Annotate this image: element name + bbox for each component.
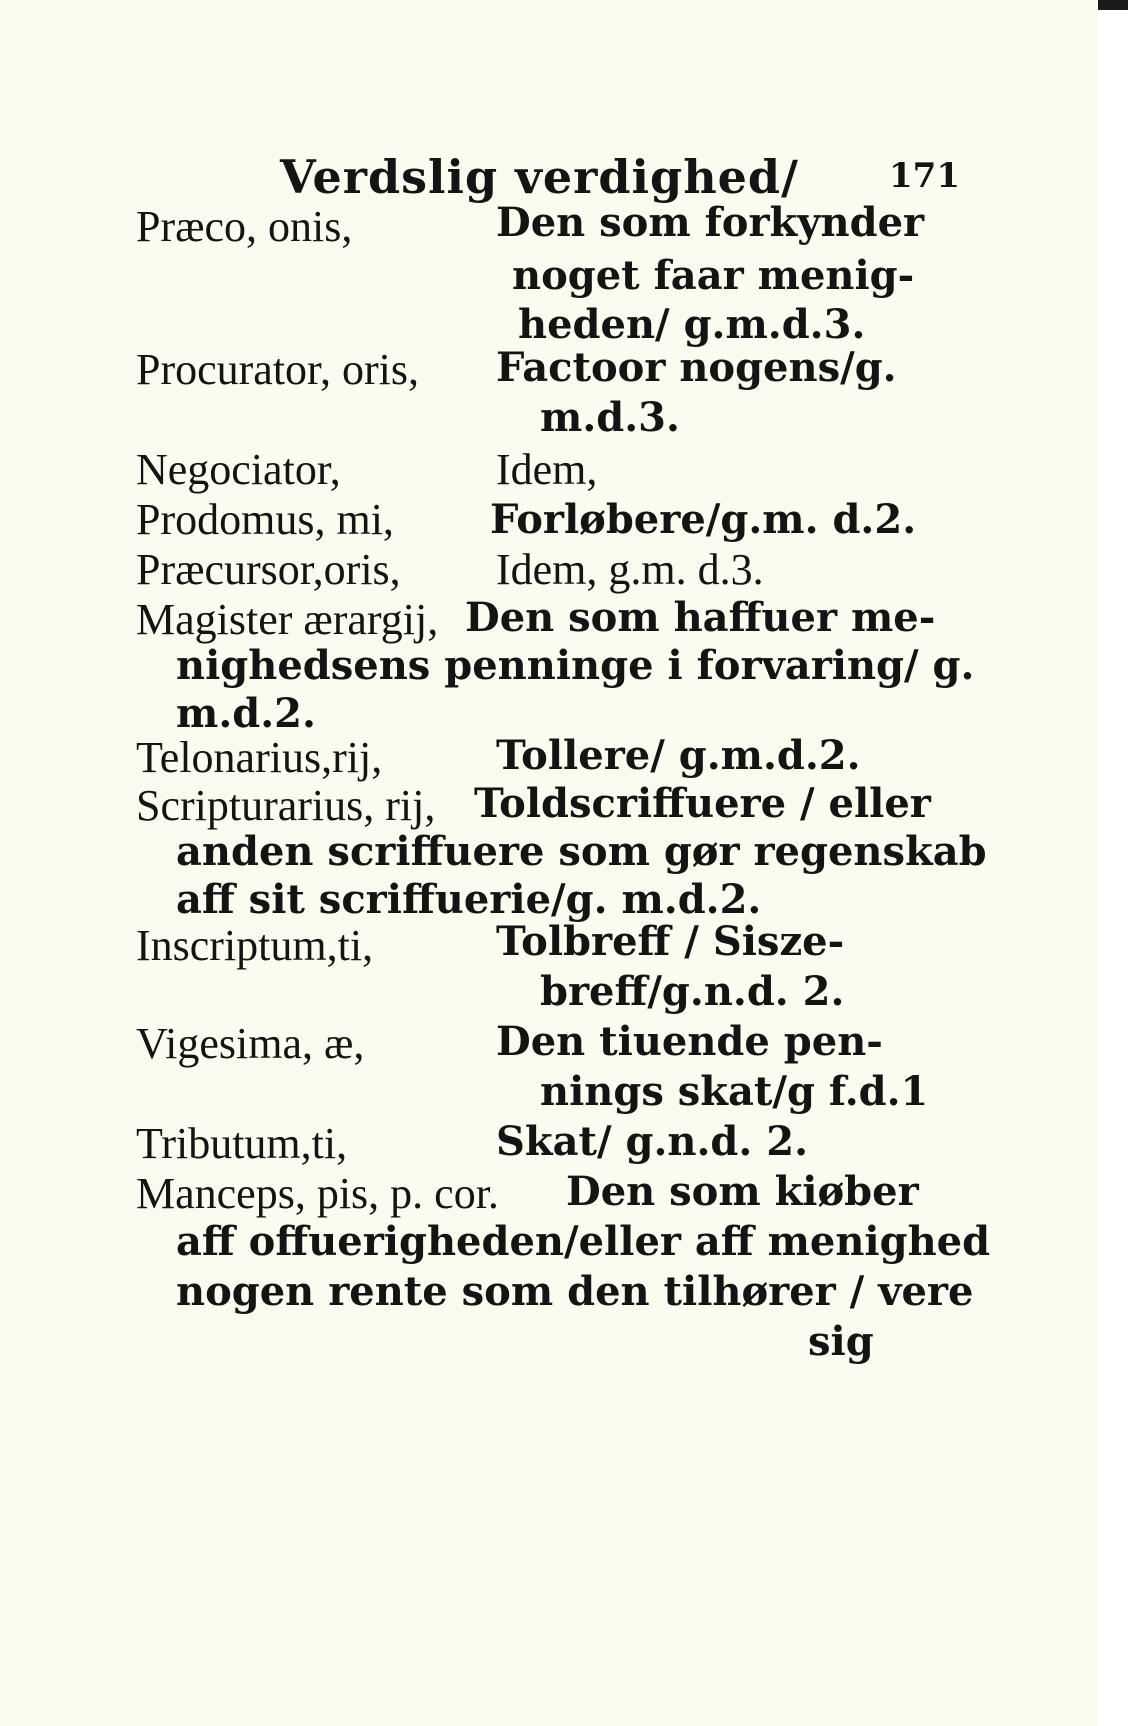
entry-gloss: Den som haffuer me- [465, 594, 936, 641]
entry-gloss-cont: nogen rente som den tilhører / vere [176, 1268, 974, 1315]
entry-latin: Præcursor,oris, [136, 545, 401, 594]
entry-latin: Inscriptum,ti, [136, 921, 374, 970]
scan-margin [1098, 0, 1128, 1726]
entry-gloss: Tollere/ g.m.d.2. [496, 732, 861, 779]
entry-gloss: Skat/ g.n.d. 2. [496, 1118, 809, 1165]
entry-gloss-cont: m.d.2. [176, 690, 316, 737]
entry-gloss-cont: heden/ g.m.d.3. [518, 301, 866, 348]
entry-gloss: Idem, [496, 445, 598, 494]
entry-gloss-cont: noget faar menig- [512, 252, 915, 299]
entry-latin: Vigesima, æ, [136, 1019, 365, 1068]
entry-latin: Scripturarius, rij, [136, 781, 436, 830]
entry-gloss: Idem, g.m. d.3. [496, 545, 764, 594]
entry-gloss-cont: nings skat/g f.d.1 [540, 1068, 929, 1115]
entry-latin: Telonarius,rij, [136, 733, 383, 782]
entry-gloss: Den tiuende pen- [496, 1018, 883, 1065]
entry-gloss-cont: aff sit scriffuerie/g. m.d.2. [176, 876, 762, 923]
entry-gloss: Den som forkynder [496, 199, 925, 246]
entry-gloss-cont: anden scriffuere som gør regenskab [176, 828, 987, 875]
entry-gloss: Tolbreff / Sisze- [496, 918, 845, 965]
entry-latin: Procurator, oris, [136, 345, 419, 394]
page-number: 171 [889, 156, 960, 196]
entry-latin: Præco, onis, [136, 202, 353, 251]
entry-latin: Negociator, [136, 445, 341, 494]
entry-gloss: Den som kiøber [566, 1168, 919, 1215]
entry-gloss-cont: m.d.3. [540, 394, 680, 441]
entry-latin: Tributum,ti, [136, 1119, 348, 1168]
entry-latin: Prodomus, mi, [136, 495, 394, 544]
entry-latin: Magister ærargij, [136, 595, 439, 644]
scan-edge-mark [1098, 0, 1128, 10]
running-title: Verdslig verdighed/ [280, 150, 799, 204]
entry-gloss-cont: nighedsens penninge i forvaring/ g. [176, 642, 975, 689]
entry-gloss: Factoor nogens/g. [496, 344, 897, 391]
entry-gloss-cont: aff offuerigheden/eller aff menighed [176, 1218, 991, 1265]
catchword: sig [808, 1318, 874, 1365]
entry-gloss: Forløbere/g.m. d.2. [490, 496, 917, 543]
entry-gloss: Toldscriffuere / eller [474, 780, 931, 827]
entry-latin: Manceps, pis, p. cor. [136, 1169, 499, 1218]
entry-gloss-cont: breff/g.n.d. 2. [540, 968, 845, 1015]
